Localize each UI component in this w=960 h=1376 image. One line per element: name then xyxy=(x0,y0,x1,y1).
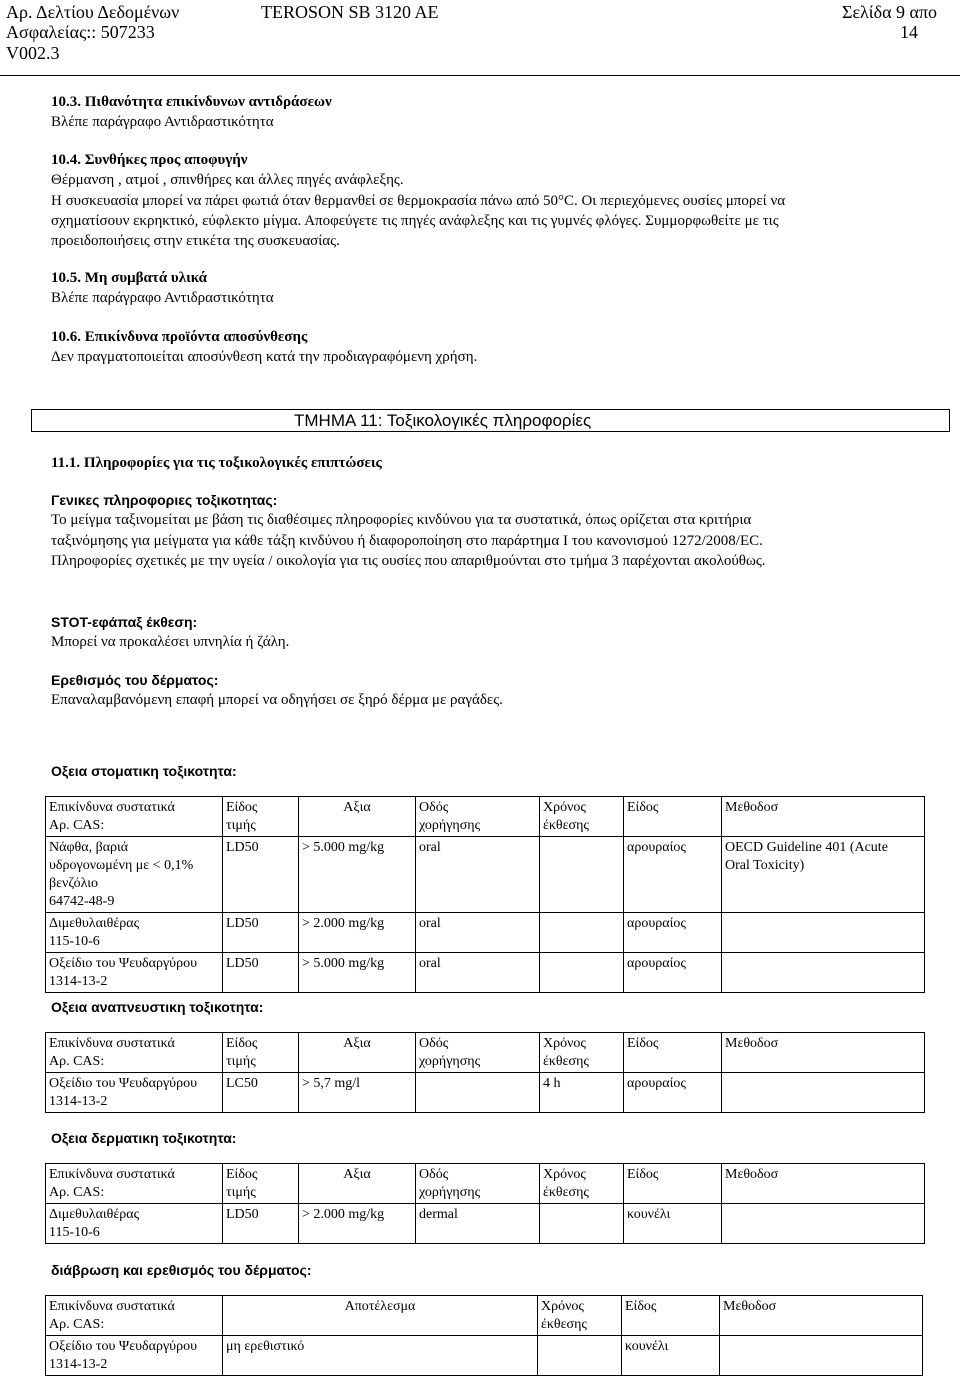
value: > 2.000 mg/kg xyxy=(299,913,416,953)
value-type: LD50 xyxy=(223,953,299,993)
header-value: Αξια xyxy=(299,1164,416,1204)
section-text-line: προειδοποιήσεις στην ετικέτα της συσκευασίας. xyxy=(51,233,340,250)
species: αρουραίος xyxy=(624,1073,722,1113)
header-cas: Αρ. CAS: xyxy=(49,1185,105,1200)
value: > 2.000 mg/kg xyxy=(299,1204,416,1244)
header-value-type-2: τιμής xyxy=(226,1054,256,1069)
header-result: Αποτέλεσμα xyxy=(223,1296,538,1336)
page-total: 14 xyxy=(900,22,918,42)
species: αρουραίος xyxy=(624,953,722,993)
route: oral xyxy=(416,913,540,953)
exposure-time xyxy=(540,1204,624,1244)
exposure-time xyxy=(540,837,624,913)
header-cas: Αρ. CAS: xyxy=(49,818,105,833)
corrosion-title: διάβρωση και ερεθισμός του δέρματος: xyxy=(51,1262,312,1278)
dermal-toxicity-title: Οξεια δερματικη τοξικοτητα: xyxy=(51,1130,237,1146)
section-text: Δεν πραγματοποιείται αποσύνθεση κατά την προδιαγραφόμενη χρήση. xyxy=(51,349,478,366)
value-type: LC50 xyxy=(223,1073,299,1113)
header-method: Μεθοδοσ xyxy=(722,1164,925,1204)
section-text: Βλέπε παράγραφο Αντιδραστικότητα xyxy=(51,114,274,131)
cas-number: 115-10-6 xyxy=(49,1225,100,1240)
header-route-2: χορήγησης xyxy=(419,1185,481,1200)
species: κουνέλι xyxy=(622,1336,720,1376)
section-10-6 xyxy=(51,327,911,368)
header-value-type: Είδος xyxy=(226,1167,258,1182)
skin-irritation-title: Ερεθισμός του δέρματος: xyxy=(51,672,219,688)
page-label: Σελίδα 9 απο xyxy=(842,2,938,22)
dermal-toxicity-table xyxy=(45,1163,925,1244)
section-title: 10.5. Μη συμβατά υλικά xyxy=(51,270,208,286)
header-species: Είδος xyxy=(624,1033,722,1073)
inhalation-toxicity-title: Οξεια αναπνευστικη τοξικοτητα: xyxy=(51,999,264,1015)
section-10-4 xyxy=(51,150,911,251)
section-text-line: Η συσκευασία μπορεί να πάρει φωτιά όταν θερμανθεί σε θερμοκρασία πάνω από 50°C. Οι περιεχόμενες ουσίες μπορεί να xyxy=(51,192,786,209)
method: OECD Guideline 401 (Acute xyxy=(725,840,888,855)
doc-version: V002.3 xyxy=(6,43,60,63)
header-cas: Αρ. CAS: xyxy=(49,1317,105,1332)
product-name: TEROSON SB 3120 AE xyxy=(261,2,439,22)
table-row xyxy=(46,913,925,953)
method xyxy=(722,1204,925,1244)
exposure-time: 4 h xyxy=(540,1073,624,1113)
cas-number: 115-10-6 xyxy=(49,934,100,949)
substance-name: Οξείδιο του Ψευδαργύρου xyxy=(49,1076,198,1091)
section-text: Βλέπε παράγραφο Αντιδραστικότητα xyxy=(51,290,274,307)
section-text-line: σχηματίσουν εκρηκτικό, εύφλεκτο μίγμα. Αποφεύγετε τις πηγές ανάφλεξης και τις γυμνές φλόγες. Συμμορφωθείτε με τις xyxy=(51,212,779,229)
cas-number: 1314-13-2 xyxy=(49,974,108,989)
cas-number: 1314-13-2 xyxy=(49,1094,108,1109)
inhalation-toxicity-table xyxy=(45,1032,925,1113)
route: oral xyxy=(416,953,540,993)
header-time-2: έκθεσης xyxy=(543,1185,589,1200)
header-substance: Επικίνδυνα συστατικά xyxy=(49,1167,175,1182)
substance-name-3: βενζόλιο xyxy=(49,876,99,891)
section-11-1 xyxy=(51,453,911,473)
exposure-time xyxy=(538,1336,622,1376)
header-species: Είδος xyxy=(624,797,722,837)
value: > 5,7 mg/l xyxy=(299,1073,416,1113)
header-route: Οδός xyxy=(419,1036,449,1051)
value: > 5.000 mg/kg xyxy=(299,953,416,993)
substance-name: Οξείδιο του Ψευδαργύρου xyxy=(49,956,198,971)
method xyxy=(722,953,925,993)
table-row xyxy=(46,1073,925,1113)
header-substance: Επικίνδυνα συστατικά xyxy=(49,1299,175,1314)
section-title: 11.1. Πληροφορίες για τις τοξικολογικές επιπτώσεις xyxy=(51,455,382,471)
header-method: Μεθοδοσ xyxy=(722,1033,925,1073)
header-value-type: Είδος xyxy=(226,1036,258,1051)
header-value: Αξια xyxy=(299,797,416,837)
doc-number-value: Ασφαλείας:: 507233 xyxy=(6,22,155,42)
general-title: Γενικες πληροφοριες τοξικοτητας: xyxy=(51,492,278,508)
header-value-type-2: τιμής xyxy=(226,818,256,833)
section-11-header xyxy=(31,409,950,432)
table-row xyxy=(46,1336,923,1376)
general-line: Πληροφορίες σχετικές με την υγεία / οικολογία για τις ουσίες που απαριθμούνται στο τμήμα 3 παρέχονται ακολούθως. xyxy=(51,552,766,569)
substance-name: Διμεθυλαιθέρας xyxy=(49,1207,140,1222)
substance-name: Νάφθα, βαριά xyxy=(49,840,129,855)
oral-toxicity-table xyxy=(45,796,925,993)
header-species: Είδος xyxy=(624,1164,722,1204)
header-value: Αξια xyxy=(299,1033,416,1073)
oral-toxicity-title: Οξεια στοματικη τοξικοτητα: xyxy=(51,763,237,779)
substance-name: Διμεθυλαιθέρας xyxy=(49,916,140,931)
general-toxicity xyxy=(51,490,881,571)
value-type: LD50 xyxy=(223,1204,299,1244)
stot-title: STOT-εφάπαξ έκθεση: xyxy=(51,614,198,630)
table-header-row xyxy=(46,1033,925,1073)
header-route-2: χορήγησης xyxy=(419,818,481,833)
species: κουνέλι xyxy=(624,1204,722,1244)
skin-irritation-text: Επαναλαμβανόμενη επαφή μπορεί να οδηγήσει σε ξηρό δέρμα με ραγάδες. xyxy=(51,692,503,709)
header-substance: Επικίνδυνα συστατικά xyxy=(49,800,175,815)
header-time: Χρόνος xyxy=(543,800,586,815)
substance-name: Οξείδιο του Ψευδαργύρου xyxy=(49,1339,198,1354)
substance-name-2: υδρογονωμένη με < 0,1% xyxy=(49,858,194,873)
route: dermal xyxy=(416,1204,540,1244)
table-row xyxy=(46,1204,925,1244)
header-route-2: χορήγησης xyxy=(419,1054,481,1069)
route: oral xyxy=(416,837,540,913)
header-route: Οδός xyxy=(419,800,449,815)
table-header-row xyxy=(46,797,925,837)
method xyxy=(720,1336,923,1376)
value-type: LD50 xyxy=(223,837,299,913)
header-value-type: Είδος xyxy=(226,800,258,815)
doc-number-label: Αρ. Δελτίου Δεδομένων xyxy=(6,2,180,22)
table-row xyxy=(46,953,925,993)
section-11-title: ΤΜΗΜΑ 11: Τοξικολογικές πληροφορίες xyxy=(290,410,595,431)
cas-number: 64742-48-9 xyxy=(49,894,115,909)
section-10-3 xyxy=(51,92,911,133)
header-route: Οδός xyxy=(419,1167,449,1182)
section-title: 10.4. Συνθήκες προς αποφυγήν xyxy=(51,152,248,168)
table-row xyxy=(46,837,925,913)
general-line: Το μείγμα ταξινομείται με βάση τις διαθέσιμες πληροφορίες κινδύνου για τα συστατικά, όπως ορίζεται στα κριτήρια xyxy=(51,512,752,529)
header-method: Μεθοδοσ xyxy=(722,797,925,837)
method xyxy=(722,913,925,953)
species: αρουραίος xyxy=(624,913,722,953)
section-text-line: Θέρμανση , ατμοί , σπινθήρες και άλλες πηγές ανάφλεξης. xyxy=(51,172,404,189)
header-cas: Αρ. CAS: xyxy=(49,1054,105,1069)
species: αρουραίος xyxy=(624,837,722,913)
skin-irritation xyxy=(51,670,911,711)
method-2: Oral Toxicity) xyxy=(725,858,805,873)
cas-number: 1314-13-2 xyxy=(49,1357,108,1372)
table-header-row xyxy=(46,1296,923,1336)
header-time-2: έκθεσης xyxy=(543,818,589,833)
header-value-type-2: τιμής xyxy=(226,1185,256,1200)
method xyxy=(722,1073,925,1113)
header-time-2: έκθεσης xyxy=(541,1317,587,1332)
table-header-row xyxy=(46,1164,925,1204)
header-time: Χρόνος xyxy=(543,1036,586,1051)
header-time-2: έκθεσης xyxy=(543,1054,589,1069)
value: > 5.000 mg/kg xyxy=(299,837,416,913)
corrosion-table xyxy=(45,1295,923,1376)
value-type: LD50 xyxy=(223,913,299,953)
header-time: Χρόνος xyxy=(541,1299,584,1314)
exposure-time xyxy=(540,913,624,953)
stot-single xyxy=(51,612,911,653)
header-divider xyxy=(0,75,960,76)
stot-text: Μπορεί να προκαλέσει υπνηλία ή ζάλη. xyxy=(51,634,290,651)
result: μη ερεθιστικό xyxy=(223,1336,538,1376)
section-10-5 xyxy=(51,268,911,309)
header-method: Μεθοδοσ xyxy=(720,1296,923,1336)
header-species: Είδος xyxy=(622,1296,720,1336)
general-line: ταξινόμησης για μείγματα για κάθε τάξη κινδύνου ή διαφοροποίηση στο παράρτημα Ι του κανονισμού 1272/2008/EC. xyxy=(51,532,763,549)
section-title: 10.6. Επικίνδυνα προϊόντα αποσύνθεσης xyxy=(51,329,308,345)
header-time: Χρόνος xyxy=(543,1167,586,1182)
section-title: 10.3. Πιθανότητα επικίνδυνων αντιδράσεων xyxy=(51,94,332,110)
route xyxy=(416,1073,540,1113)
header-substance: Επικίνδυνα συστατικά xyxy=(49,1036,175,1051)
exposure-time xyxy=(540,953,624,993)
